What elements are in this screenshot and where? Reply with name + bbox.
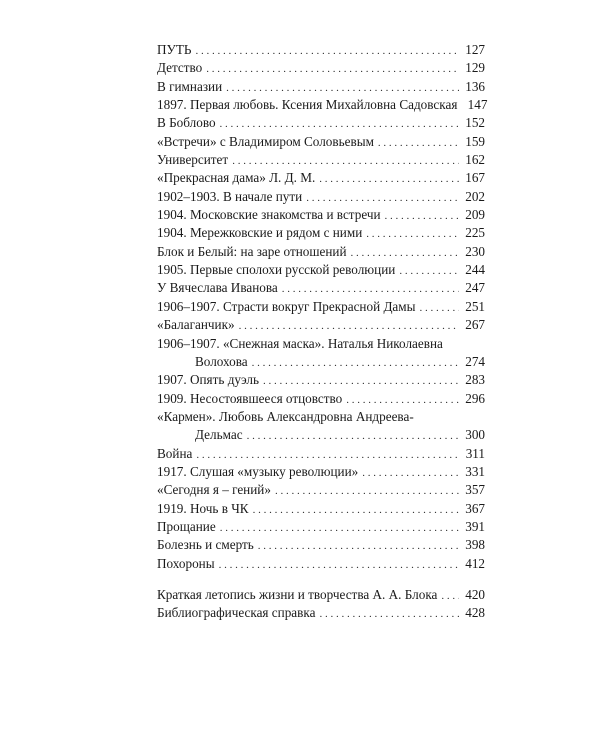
toc-entry-page: 162 [465, 152, 485, 168]
toc-entry-page: 152 [465, 115, 485, 131]
toc-entry-page: 311 [465, 445, 485, 461]
toc-entry-title: 1906–1907. Страсти вокруг Прекрасной Дамы [157, 298, 416, 314]
dot-leader [319, 170, 459, 188]
dot-leader [196, 446, 459, 464]
toc-entry-title: 1905. Первые сполохи русской революции [157, 262, 396, 278]
toc-entry [157, 536, 485, 554]
toc-entry-page: 420 [465, 586, 485, 602]
toc-entry-title: «Прекрасная дама» Л. Д. М. [157, 170, 316, 186]
toc-entry-title: Библиографическая справка [157, 605, 316, 621]
toc-entry-title: Прощание [157, 518, 216, 534]
toc-entry [157, 390, 485, 408]
dot-leader [253, 501, 459, 519]
dot-leader [263, 372, 459, 390]
toc-entry [157, 169, 485, 187]
toc-entry [157, 463, 485, 481]
toc-entry-page: 167 [465, 170, 485, 186]
toc-entry-page: 331 [465, 463, 485, 479]
toc-entry-page: 367 [465, 500, 485, 516]
toc-entry-page: 251 [465, 298, 485, 314]
toc-entry-title: Война [157, 445, 193, 461]
toc-entry-title: Дельмас [195, 427, 243, 443]
toc-entry-title: Болезнь и смерть [157, 537, 254, 553]
toc-entry-page: 202 [465, 188, 485, 204]
toc-entry-title: Университет [157, 152, 229, 168]
toc-entry [157, 41, 485, 59]
toc-entry-title: Детство [157, 60, 203, 76]
toc-entry-page: 225 [465, 225, 485, 241]
toc-entry-page: 136 [465, 78, 485, 94]
dot-leader [319, 605, 459, 623]
dot-leader [206, 60, 459, 78]
toc-entry [157, 445, 485, 463]
toc-entry [157, 261, 485, 279]
dot-leader [362, 464, 459, 482]
toc-entry [157, 353, 485, 371]
toc-entry [157, 586, 485, 604]
toc-entry-page: 129 [465, 60, 485, 76]
dot-leader [366, 225, 459, 243]
toc-entry-page: 159 [465, 133, 485, 149]
toc-entry-page: 127 [465, 42, 485, 57]
toc-entry-title: Блок и Белый: на заре отношений [157, 243, 347, 259]
dot-leader [239, 317, 459, 335]
dot-leader [247, 427, 459, 445]
toc-entry-title: 1917. Слушая «музыку революции» [157, 463, 359, 479]
dot-leader [399, 262, 459, 280]
toc-entry [157, 555, 485, 573]
dot-leader [385, 207, 459, 225]
toc-entry [157, 279, 485, 297]
toc-entry-title: «Сегодня я – гений» [157, 482, 271, 498]
toc-entry-title: У Вячеслава Иванова [157, 280, 278, 296]
toc-entry [157, 243, 485, 261]
dot-leader [220, 519, 459, 537]
toc-entry-title: Волохова [195, 353, 248, 369]
dot-leader [196, 42, 460, 60]
dot-leader [219, 556, 459, 574]
toc-entry-page: 230 [465, 243, 485, 259]
dot-leader [220, 115, 459, 133]
toc-entry [157, 151, 485, 169]
toc-entry-title: ПУТЬ [157, 42, 192, 57]
toc-entry-title: 1907. Опять дуэль [157, 372, 260, 388]
toc-entry [157, 224, 485, 242]
toc-entry [157, 518, 485, 536]
toc-entry [157, 59, 485, 77]
toc-entry-title: 1904. Мережковские и рядом с ними [157, 225, 363, 241]
toc-entry-page: 398 [465, 537, 485, 553]
toc-entry [157, 133, 485, 151]
dot-leader [306, 189, 459, 207]
section-gap [157, 573, 485, 586]
toc-entry [157, 206, 485, 224]
toc-entry-page: 357 [465, 482, 485, 498]
toc-entry-title: В гимназии [157, 78, 223, 94]
toc-entry-title: 1902–1903. В начале пути [157, 188, 303, 204]
toc-entry-title: 1909. Несостоявшееся отцовство [157, 390, 343, 406]
toc-entry [157, 408, 485, 426]
dot-leader [232, 152, 459, 170]
toc-entry [157, 335, 485, 353]
dot-leader [346, 391, 459, 409]
toc-entry-page: 296 [465, 390, 485, 406]
toc-entry [157, 481, 485, 499]
toc-entry-title: 1904. Московские знакомства и встречи [157, 207, 381, 223]
toc-entry-page: 428 [465, 605, 485, 621]
toc-entry [157, 371, 485, 389]
table-of-contents [157, 41, 488, 623]
dot-leader [258, 537, 459, 555]
dot-leader [441, 587, 459, 605]
toc-entry-page: 300 [465, 427, 485, 443]
toc-entry [157, 500, 485, 518]
toc-entry-title: 1906–1907. «Снежная маска». Наталья Николаевна [157, 335, 443, 351]
toc-entry [157, 188, 485, 206]
dot-leader [282, 280, 459, 298]
toc-entry-title: «Балаганчик» [157, 317, 235, 333]
toc-entry [157, 426, 485, 444]
toc-entry-page: 283 [465, 372, 485, 388]
toc-entry-page: 247 [465, 280, 485, 296]
dot-leader [378, 134, 459, 152]
toc-entry-page: 267 [465, 317, 485, 333]
toc-entry [157, 316, 485, 334]
toc-entry-page: 412 [465, 555, 485, 571]
toc-entry [157, 298, 485, 316]
toc-entry-page: 391 [465, 518, 485, 534]
toc-entry-title: «Кармен». Любовь Александровна Андреева- [157, 408, 414, 424]
toc-entry-title: Краткая летопись жизни и творчества А. А. Блока [157, 586, 438, 602]
toc-entry [157, 604, 485, 622]
toc-entry-page: 244 [465, 262, 485, 278]
toc-entry-title: «Встречи» с Владимиром Соловьевым [157, 133, 374, 149]
toc-entry [157, 78, 485, 96]
toc-entry [157, 96, 488, 114]
dot-leader [275, 482, 459, 500]
toc-entry [157, 114, 485, 132]
toc-entry-title: 1919. Ночь в ЧК [157, 500, 249, 516]
toc-entry-page: 147 [467, 97, 488, 113]
toc-entry-title: Похороны [157, 555, 215, 571]
dot-leader [252, 354, 459, 372]
toc-entry-page: 209 [465, 207, 485, 223]
toc-entry-title: В Боблово [157, 115, 216, 131]
dot-leader [226, 79, 459, 97]
dot-leader [351, 244, 459, 262]
toc-entry-title: 1897. Первая любовь. Ксения Михайловна Садовская [157, 97, 458, 113]
dot-leader [420, 299, 460, 317]
toc-entry-page: 274 [465, 353, 485, 369]
